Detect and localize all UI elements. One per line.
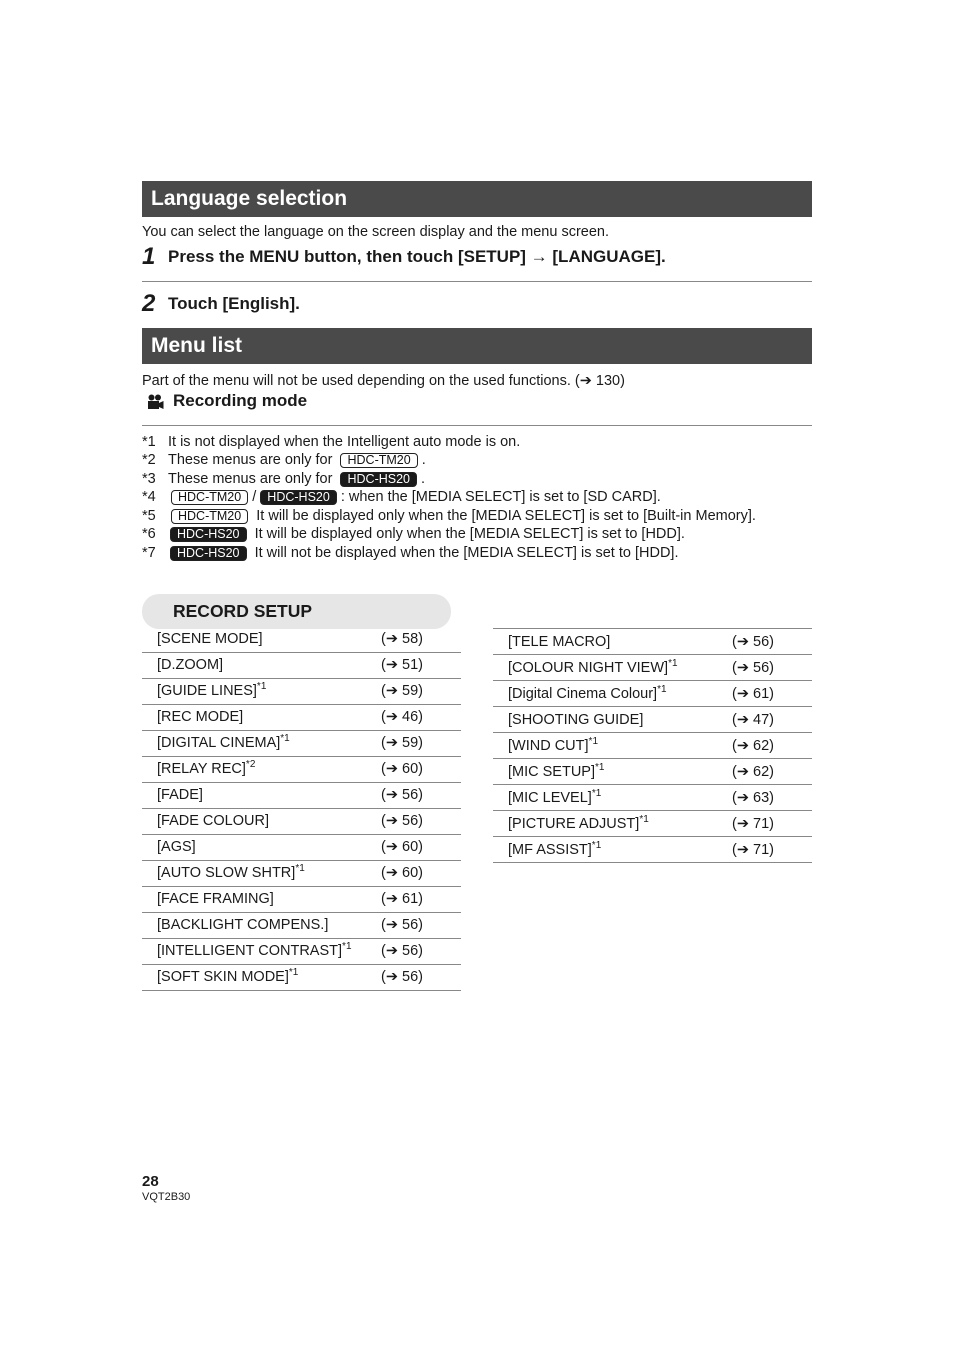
menu-item-cell: [142, 704, 381, 730]
model-badge-hs20: HDC-HS20: [260, 490, 337, 505]
menu-row: [142, 964, 461, 990]
page-reference: (➔ 56): [381, 938, 461, 964]
footnote-ref: *1: [256, 681, 267, 692]
page-reference: (➔ 56): [381, 808, 461, 834]
recording-mode-label: Recording mode: [173, 391, 308, 410]
menu-row: [142, 730, 461, 756]
menu-row: [493, 681, 812, 707]
menu-row: [142, 886, 461, 912]
step-text: Press the MENU button, then touch [SETUP] → [LANGUAGE].: [168, 247, 666, 266]
page-reference: (➔ 61): [732, 681, 812, 707]
menu-row: [493, 655, 812, 681]
model-badge-tm20: HDC-TM20: [340, 453, 417, 468]
footnote-mark: *7: [142, 545, 156, 561]
footnote-text: It will not be displayed when the [MEDIA SELECT] is set to [HDD].: [254, 545, 679, 561]
page-reference: (➔ 60): [381, 834, 461, 860]
menu-row: [142, 678, 461, 704]
footnote-text: It will be displayed only when the [MEDIA SELECT] is set to [Built-in Memory].: [256, 508, 756, 524]
menu-item-label: [MIC SETUP]: [508, 763, 596, 780]
footnote-mark: *1: [142, 434, 156, 450]
page-reference: (➔ 56): [732, 655, 812, 681]
menu-item-label: [SCENE MODE]: [157, 630, 263, 647]
menu-item-label: [MIC LEVEL]: [508, 789, 592, 806]
page-reference: (➔ 62): [732, 733, 812, 759]
menu-item-label: [FACE FRAMING]: [157, 891, 274, 907]
page-reference: (➔ 58): [381, 626, 461, 652]
page-reference: (➔ 63): [732, 785, 812, 811]
menu-item-label: [WIND CUT]: [508, 737, 589, 754]
menu-item-cell: [142, 730, 381, 756]
menu-item-cell: [142, 860, 381, 886]
menu-item-cell: [142, 938, 381, 964]
page-reference: (➔ 71): [732, 811, 812, 837]
page-reference: (➔ 61): [381, 886, 461, 912]
footnote-mark: *2: [142, 452, 156, 468]
menu-item-label: [FADE COLOUR]: [157, 813, 269, 829]
model-badge-tm20: HDC-TM20: [171, 509, 248, 524]
language-intro-text: You can select the language on the screen display and the menu screen.: [142, 224, 610, 240]
menu-item-label: [FADE]: [157, 787, 203, 803]
menu-item-cell: [493, 785, 732, 811]
footnote-ref: *1: [595, 761, 605, 773]
footnote-mark: *5: [142, 508, 156, 524]
page-reference: (➔ 56): [381, 964, 461, 990]
menu-row: [493, 629, 812, 655]
menu-row: [142, 912, 461, 938]
menu-item-cell: [142, 626, 381, 652]
footnote-ref: *1: [295, 863, 305, 874]
menu-intro-text: Part of the menu will not be used depending on the used functions. (➔ 130): [142, 373, 625, 389]
menu-item-label: [AUTO SLOW SHTR]: [157, 865, 296, 881]
menu-item-label: [SOFT SKIN MODE]: [157, 969, 289, 985]
menu-item-cell: [142, 756, 381, 782]
menu-item-cell: [142, 834, 381, 860]
page-reference: (➔ 59): [381, 678, 461, 704]
page-reference: (➔ 60): [381, 756, 461, 782]
page-reference: (➔ 51): [381, 652, 461, 678]
menu-item-label: [Digital Cinema Colour]: [508, 685, 658, 702]
step-number: 1: [142, 243, 156, 270]
menu-row: [142, 652, 461, 678]
menu-row: [142, 834, 461, 860]
menu-item-cell: [142, 808, 381, 834]
menu-item-label: [GUIDE LINES]: [157, 683, 257, 699]
footnote-ref: *1: [639, 813, 649, 825]
footnote-body: [171, 507, 756, 525]
menu-row: [493, 811, 812, 837]
page-reference: (➔ 47): [732, 707, 812, 733]
record-setup-table-left: [142, 626, 461, 991]
menu-row: [493, 707, 812, 733]
menu-item-cell: [142, 886, 381, 912]
menu-item-cell: [493, 707, 732, 733]
menu-item-label: [SHOOTING GUIDE]: [508, 711, 644, 728]
footnote-ref: *1: [591, 787, 602, 799]
page-reference: (➔ 62): [732, 759, 812, 785]
menu-row: [493, 837, 812, 863]
record-setup-title: RECORD SETUP: [173, 601, 313, 621]
page-reference: (➔ 56): [381, 782, 461, 808]
footnote-text: It is not displayed when the Intelligent auto mode is on.: [168, 434, 521, 450]
menu-item-label: [PICTURE ADJUST]: [508, 815, 640, 832]
record-setup-heading: [142, 594, 451, 629]
menu-row: [142, 860, 461, 886]
menu-item-cell: [493, 837, 732, 863]
menu-item-cell: [493, 759, 732, 785]
model-badge-hs20: HDC-HS20: [170, 546, 247, 561]
footnote-ref: *1: [668, 657, 678, 669]
menu-row: [493, 785, 812, 811]
page-reference: (➔ 46): [381, 704, 461, 730]
menu-item-label: [RELAY REC]: [157, 761, 246, 777]
menu-item-label: [AGS]: [157, 839, 196, 855]
menu-row: [142, 756, 461, 782]
menu-row: [493, 733, 812, 759]
divider: [142, 425, 812, 426]
menu-item-cell: [142, 782, 381, 808]
menu-item-label: [REC MODE]: [157, 709, 244, 725]
divider: [142, 281, 812, 282]
model-code: VQT2B30: [142, 1191, 191, 1203]
footnote-text: These menus are only for: [168, 452, 333, 468]
page-reference: (➔ 71): [732, 837, 812, 863]
footnote-body: [171, 488, 661, 506]
video-camera-icon: [147, 394, 164, 410]
menu-item-cell: [493, 655, 732, 681]
menu-row: [142, 704, 461, 730]
menu-item-cell: [142, 678, 381, 704]
menu-row: [142, 626, 461, 652]
step-text: Touch [English].: [168, 294, 300, 313]
footnote-ref: *1: [280, 733, 290, 744]
menu-row: [142, 808, 461, 834]
footnote-ref: *1: [657, 683, 667, 695]
menu-item-cell: [493, 681, 732, 707]
menu-item-label: [MF ASSIST]: [508, 841, 592, 858]
menu-row: [493, 759, 812, 785]
page-number: 28: [142, 1173, 159, 1190]
footnote-body: [168, 470, 425, 488]
footnote-ref: *1: [342, 941, 352, 952]
menu-item-label: [INTELLIGENT CONTRAST]: [157, 943, 343, 959]
page-reference: (➔ 56): [381, 912, 461, 938]
menu-item-label: [COLOUR NIGHT VIEW]: [508, 659, 669, 676]
footnote-body: [170, 525, 685, 543]
footnote-ref: *1: [288, 967, 299, 978]
footnote-mark: *3: [142, 471, 156, 487]
step-number: 2: [142, 290, 156, 317]
footnote-text: .: [421, 471, 426, 487]
menu-list-heading: Menu list: [142, 328, 812, 364]
footnote-text: : when the [MEDIA SELECT] is set to [SD CARD].: [340, 489, 661, 505]
menu-row: [142, 938, 461, 964]
footnote-ref: *1: [591, 839, 602, 851]
language-selection-heading: Language selection: [142, 181, 812, 217]
menu-item-cell: [493, 733, 732, 759]
badge-separator: /: [252, 489, 257, 505]
footnote-body: [170, 544, 678, 562]
footnote-mark: *6: [142, 526, 156, 542]
footnote-text: These menus are only for: [168, 471, 333, 487]
footnote-ref: *1: [588, 735, 598, 747]
menu-item-label: [TELE MACRO]: [508, 633, 611, 650]
menu-item-label: [DIGITAL CINEMA]: [157, 735, 281, 751]
footnote-text: .: [421, 452, 426, 468]
model-badge-tm20: HDC-TM20: [171, 490, 248, 505]
menu-row: [142, 782, 461, 808]
menu-item-cell: [142, 964, 381, 990]
page-reference: (➔ 56): [732, 629, 812, 655]
record-setup-table-right: [493, 628, 812, 863]
model-badge-hs20: HDC-HS20: [340, 472, 417, 487]
menu-item-cell: [493, 629, 732, 655]
menu-item-cell: [493, 811, 732, 837]
footnote-text: It will be displayed only when the [MEDIA SELECT] is set to [HDD].: [254, 526, 685, 542]
menu-item-label: [BACKLIGHT COMPENS.]: [157, 917, 329, 933]
footnote-body: [168, 451, 426, 469]
menu-item-cell: [142, 652, 381, 678]
model-badge-hs20: HDC-HS20: [170, 527, 247, 542]
page-reference: (➔ 59): [381, 730, 461, 756]
page-reference: (➔ 60): [381, 860, 461, 886]
menu-item-cell: [142, 912, 381, 938]
menu-item-label: [D.ZOOM]: [157, 657, 224, 673]
footnote-ref: *2: [245, 759, 256, 770]
footnote-mark: *4: [142, 489, 156, 505]
